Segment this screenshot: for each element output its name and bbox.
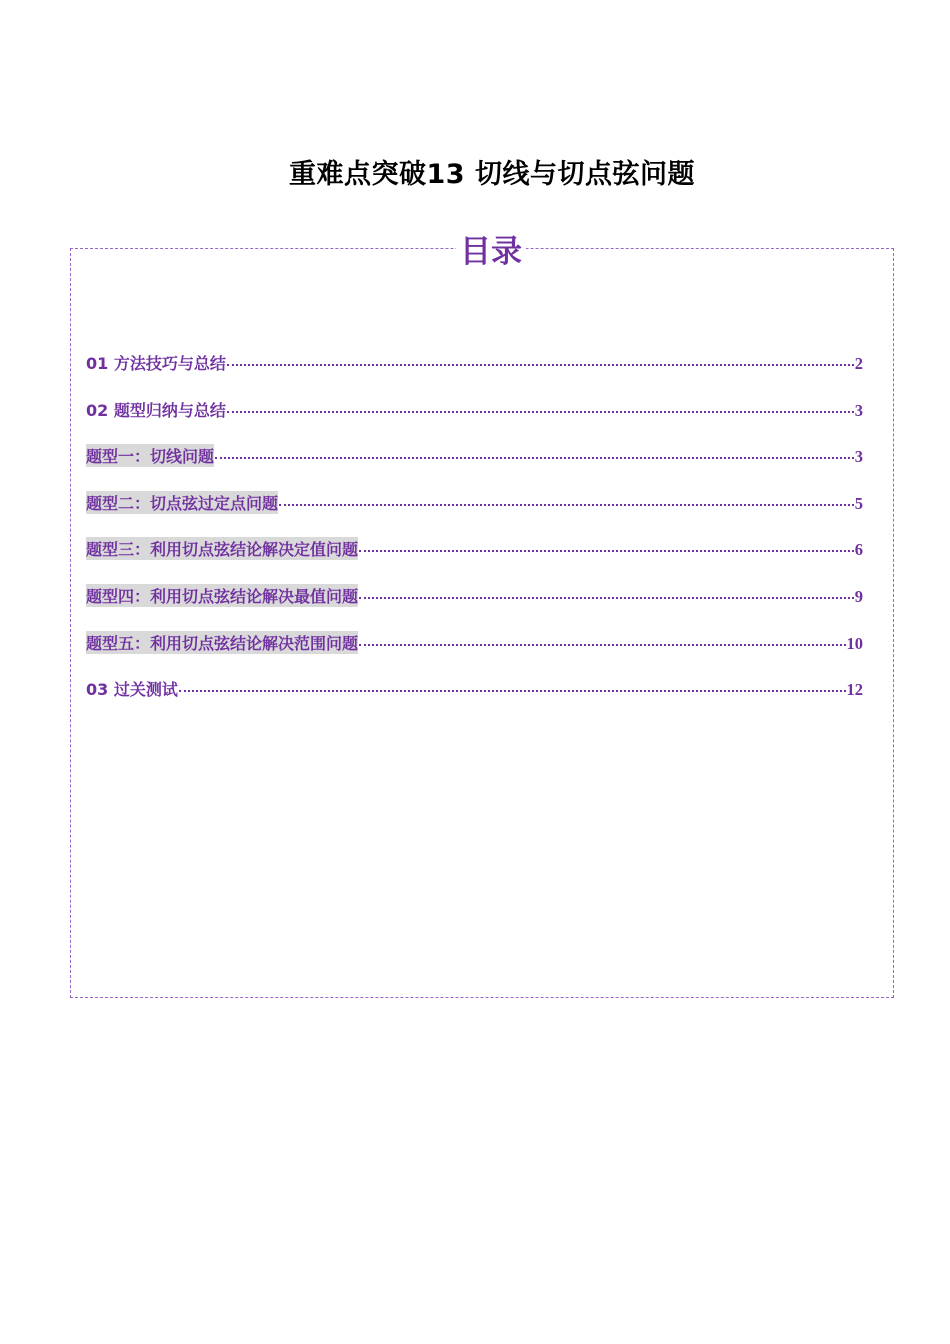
toc-heading: 目录	[456, 232, 526, 272]
document-title: 重难点突破13 切线与切点弦问题	[289, 159, 695, 190]
toc-entry-page: 6	[854, 540, 863, 560]
toc-entry-problem-types[interactable]	[86, 398, 863, 445]
toc-dot-leader	[279, 504, 854, 506]
toc-entry-page: 12	[846, 680, 863, 700]
toc-entry-label: 题型一：切线问题	[86, 444, 214, 467]
toc-entry-method-summary[interactable]	[86, 351, 863, 398]
toc-entry-label: 题型五：利用切点弦结论解决范围问题	[86, 631, 358, 654]
toc-entry-page: 5	[854, 493, 863, 513]
toc-entry-label: 03 过关测试	[86, 680, 178, 700]
toc-dot-leader	[359, 597, 854, 599]
toc-entry-type-3[interactable]	[86, 537, 863, 584]
toc-list	[86, 351, 863, 724]
toc-dot-leader	[359, 644, 845, 646]
toc-dot-leader	[179, 690, 846, 692]
toc-dot-leader	[227, 364, 854, 366]
toc-entry-label: 02 题型归纳与总结	[86, 400, 226, 420]
toc-entry-type-5[interactable]	[86, 631, 863, 678]
toc-dot-leader	[227, 411, 854, 413]
toc-entry-label: 题型二：切点弦过定点问题	[86, 491, 278, 514]
toc-entry-type-1[interactable]	[86, 444, 863, 491]
toc-entry-page: 9	[854, 586, 863, 606]
toc-entry-label: 题型四：利用切点弦结论解决最值问题	[86, 584, 358, 607]
toc-entry-page: 3	[854, 400, 863, 420]
toc-entry-final-test[interactable]	[86, 677, 863, 724]
toc-dot-leader	[359, 550, 854, 552]
toc-entry-label: 01 方法技巧与总结	[86, 354, 226, 373]
toc-entry-label: 题型三：利用切点弦结论解决定值问题	[86, 537, 358, 560]
toc-dot-leader	[215, 457, 854, 459]
toc-entry-page: 10	[846, 633, 863, 653]
toc-entry-page: 3	[854, 447, 863, 467]
toc-entry-page: 2	[854, 354, 863, 373]
toc-entry-type-2[interactable]	[86, 491, 863, 538]
toc-entry-type-4[interactable]	[86, 584, 863, 631]
